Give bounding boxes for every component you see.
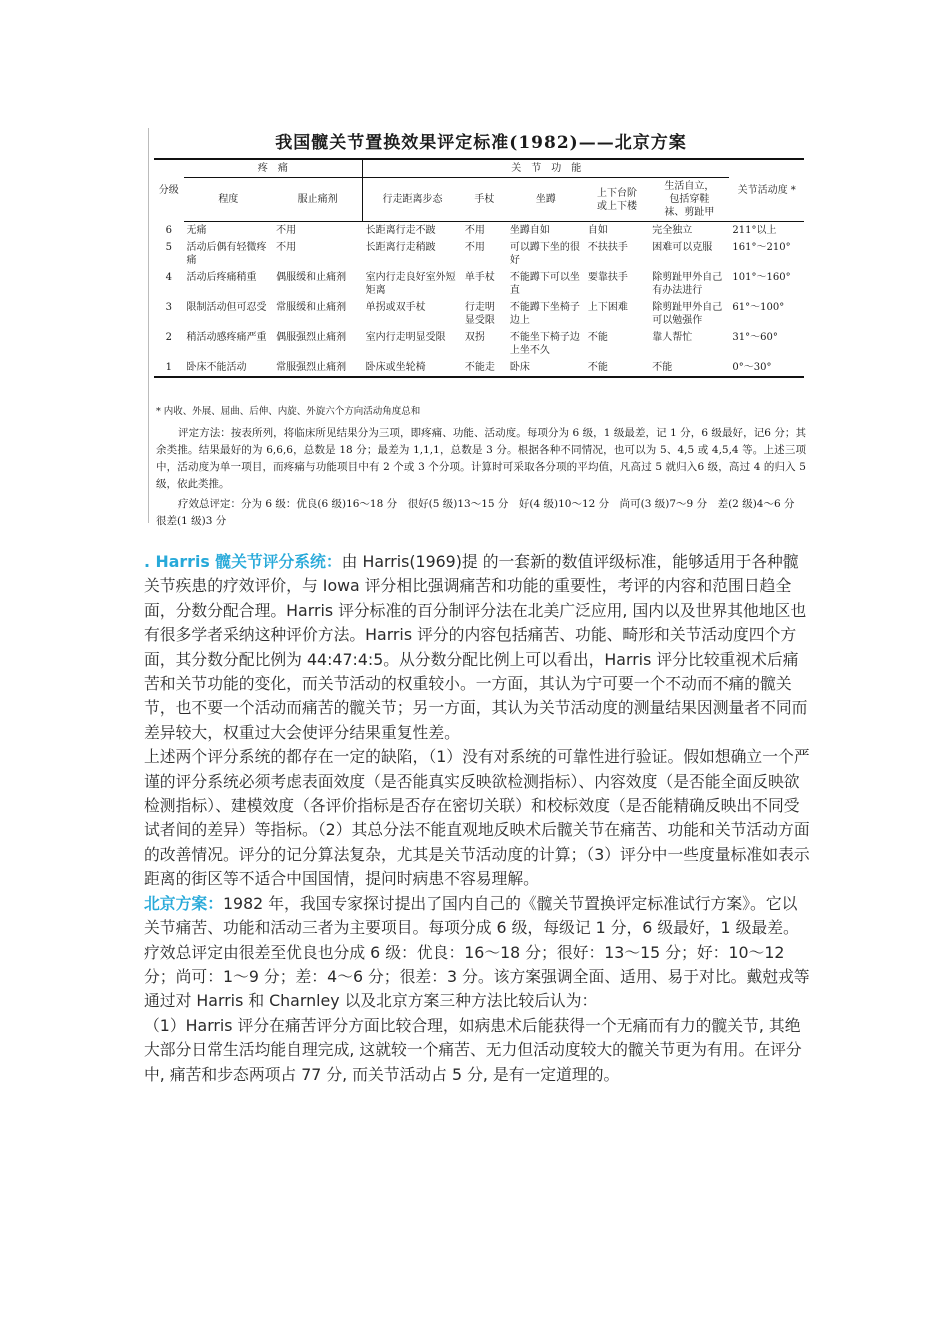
- table-footnote: * 内收、外展、屈曲、后伸、内旋、外旋六个方向活动角度总和: [156, 406, 421, 417]
- harris-text: 由 Harris(1969)提 的一套新的数值评级标准，能够适用于各种髋关节疾患的疗效评价，与 Iowa 评分相比强调痛苦和功能的重要性，考评的内容和范围日趋全面，分数分配合理。Harris 评分标准的百分制评分法在北美广泛应用, 国内以及世界其他地区也有很多学者采纳这种评价方法。Harris 评分的内容包括痛苦、功能、畸形和关节活动度四个方面，其分数分配比例为 44:47:4:5。从分数分配比例上可以看出，Harris 评分比较重视术后痛苦和关节功能的变化，而关节活动的权重较小。一方面，其认为宁可要一个不动而不痛的髋关节，也不要一个活动而痛苦的髋关节；另一方面，其认为关节活动度的测量结果因测量者不同而差异较大，权重过大会使评分结果重复性差。: [144, 552, 808, 742]
- cell-crutch: 不用: [464, 225, 485, 236]
- cell-degree: 无痛: [186, 225, 207, 236]
- cell-stairs: 不能: [585, 359, 649, 377]
- header-stairs: 上下台阶 或上下楼: [585, 178, 649, 222]
- harris-heading: . Harris 髋关节评分系统：: [144, 552, 342, 571]
- header-pain-group: 疼 痛: [184, 159, 363, 178]
- table-row: [154, 239, 804, 269]
- cell-squat: 可以蹲下坐的很好: [509, 242, 580, 266]
- cell-degree: 活动后疼痛稍重: [186, 272, 257, 283]
- table-row: [154, 359, 804, 377]
- cell-crutch: 不能走: [462, 359, 507, 377]
- cell-rom: 211°以上: [732, 225, 777, 236]
- evaluation-standard-table: [154, 158, 804, 378]
- cell-degree: 活动后偶有轻微疼痛: [186, 242, 267, 266]
- cell-stairs: 不扶扶手: [587, 242, 628, 253]
- cell-squat: 坐蹲自如: [509, 225, 550, 236]
- cell-level: 2: [165, 332, 172, 343]
- cell-stairs: 要靠扶手: [587, 272, 628, 283]
- table-row: [154, 329, 804, 359]
- cell-degree: 限制活动但可忍受: [186, 302, 267, 313]
- cell-rom: 101°～160°: [732, 272, 791, 283]
- cell-level: 6: [165, 224, 172, 236]
- header-squat: 坐蹲: [507, 178, 585, 222]
- header-self-care: 生活自立， 包括穿鞋 袜、剪趾甲: [649, 178, 729, 222]
- cell-level: 5: [165, 242, 172, 253]
- cell-self-care: 除剪趾甲外自己可以勉强作: [652, 302, 723, 326]
- cell-rom: 161°～210°: [732, 242, 791, 253]
- table-row: [154, 269, 804, 299]
- table-row: [154, 222, 804, 240]
- cell-medication: 偶服缓和止痛剂: [276, 272, 347, 283]
- efficacy-rating: 疗效总评定：分为 6 级：优良(6 级)16～18 分 很好(5 级)13～15 分 好(4 级)10～12 分 尚可(3 级)7～9 分 差(2 级)4～6 分 很差(1 级)3 分: [156, 498, 805, 527]
- beijing-heading: 北京方案：: [144, 893, 223, 913]
- header-walking: 行走距离步态: [363, 178, 462, 222]
- cell-stairs: 自如: [587, 225, 608, 236]
- cell-self-care: 除剪趾甲外自己有办法进行: [652, 272, 723, 296]
- cell-degree: 卧床不能活动: [184, 359, 274, 377]
- document-body: [144, 550, 812, 1087]
- cell-walking: 室内行走良好室外短矩离: [365, 272, 456, 296]
- cell-crutch: 不用: [464, 242, 485, 253]
- harris-paragraph: [144, 550, 812, 745]
- table-row: [154, 299, 804, 329]
- header-level: 分级: [158, 185, 179, 197]
- conclusion-paragraph: （1）Harris 评分在痛苦评分方面比较合理，如病患术后能获得一个无痛而有力的髋关节, 其绝大部分日常生活均能自理完成, 这就较一个痛苦、无力但活动度较大的髋关节更为有用。在评分中, 痛苦和步态两项占 77 分, 而关节活动占 5 分, 是有一定道理的。: [144, 1015, 802, 1084]
- cell-medication: 常服缓和止痛剂: [276, 302, 347, 313]
- evaluation-method: 评定方法：按表所列，将临床所见结果分为三项，即疼痛、功能、活动度。每项分为 6 级，1 级最差，记 1 分，6 级最好，记6 分；其余类推。结果最好的为 6,6,6，总数是 18 分；最差为 1,1,1，总数是 3 分。根据各种不同情况，也可以为 5、4,5 或 4,5,4 等。上述三项中，活动度为单一项目，而疼痛与功能项目中有 2 个或 3 个分项。计算时可采取各分项的平均值，凡高过 5 就归入6 级，高过 4 的归入 5 级，依此类推。: [156, 427, 806, 490]
- cell-degree: 稍活动感疼痛严重: [186, 332, 267, 343]
- cell-walking: 长距离行走不跛: [365, 225, 436, 236]
- cell-rom: 31°～60°: [732, 332, 778, 343]
- header-function-group: 关 节 功 能: [363, 159, 730, 178]
- header-pain-degree: 程度: [184, 178, 274, 222]
- table-title: 我国髋关节置换效果评定标准(1982)——北京方案: [275, 133, 687, 153]
- cell-crutch: 双拐: [464, 332, 485, 343]
- cell-stairs: 不能: [587, 332, 608, 343]
- beijing-text: 1982 年，我国专家探讨提出了国内自己的《髋关节置换评定标准试行方案》。它以关节痛苦、功能和活动三者为主要项目。每项分成 6 级，每级记 1 分，6 级最好，1 级最差。疗效总评定由很差至优良也分成 6 级：优良：16～18 分；很好：13～15 分；好：10～12 分；尚可：1～9 分；差：4～6 分；很差：3 分。该方案强调全面、适用、易于对比。戴尅戎等通过对 Harris 和 Charnley 以及北京方案三种方法比较后认为：: [144, 893, 810, 1011]
- cell-walking: 长距离行走稍跛: [365, 242, 436, 253]
- cell-self-care: 完全独立: [652, 225, 693, 236]
- cell-walking: 单拐或双手杖: [365, 302, 426, 313]
- cell-level: 1: [154, 359, 184, 377]
- cell-rom: 61°～100°: [732, 302, 785, 313]
- cell-medication: 不用: [276, 242, 297, 253]
- cell-squat: 卧床: [507, 359, 585, 377]
- scan-edge-rule: [148, 128, 149, 523]
- cell-rom: 0°～30°: [729, 359, 804, 377]
- header-rom: 关节活动度 *: [729, 159, 804, 222]
- cell-level: 3: [165, 302, 172, 313]
- header-pain-medication: 服止痛剂: [273, 178, 363, 222]
- cell-self-care: 靠人帮忙: [652, 332, 693, 343]
- cell-walking: 卧床或坐轮椅: [363, 359, 462, 377]
- header-crutch: 手杖: [462, 178, 507, 222]
- cell-level: 4: [165, 272, 172, 283]
- cell-medication: 常服强烈止痛剂: [273, 359, 363, 377]
- cell-walking: 室内行走明显受限: [365, 332, 446, 343]
- cell-stairs: 上下困难: [587, 302, 628, 313]
- scanned-table-image: [148, 118, 814, 538]
- cell-crutch: 单手杖: [464, 272, 495, 283]
- cell-medication: 不用: [276, 225, 297, 236]
- cell-crutch: 行走明显受限: [464, 302, 495, 326]
- limitations-paragraph: 上述两个评分系统的都存在一定的缺陷，（1）没有对系统的可靠性进行验证。假如想确立一个严谨的评分系统必须考虑表面效度（是否能真实反映欲检测指标）、内容效度（是否能全面反映欲检测指标）、建模效度（各评价指标是否存在密切关联）和校标效度（是否能精确反映出不同受试者间的差异）等指标。（2）其总分法不能直观地反映术后髋关节在痛苦、功能和关节活动方面的改善情况。评分的记分算法复杂，尤其是关节活动度的计算；（3）评分中一些度量标准如表示距离的街区等不适合中国国情，提问时病患不容易理解。: [144, 747, 810, 889]
- cell-self-care: 困难可以克服: [652, 242, 713, 253]
- cell-squat: 不能蹲下坐椅子边上: [509, 302, 580, 326]
- beijing-paragraph: [144, 892, 812, 1014]
- cell-self-care: 不能: [649, 359, 729, 377]
- cell-medication: 偶服强烈止痛剂: [276, 332, 347, 343]
- cell-squat: 不能坐下椅子边上坐不久: [509, 332, 580, 356]
- cell-squat: 不能蹲下可以坐直: [509, 272, 580, 296]
